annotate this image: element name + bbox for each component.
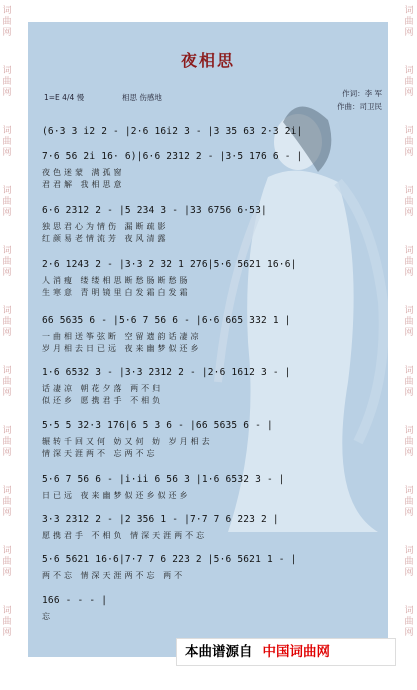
notation-line: 6·6 2312 2 - |5 234 3 - |33 6756 6·53|: [42, 205, 267, 216]
watermark-text: 词曲网: [2, 126, 12, 158]
watermark-text: 词曲网: [404, 426, 414, 458]
lyrics-verse-2: 君君解 我相思意: [42, 180, 125, 189]
lyrics-verse-1: 人消瘦 缕缕相思断愁肠断愁肠: [42, 276, 191, 285]
watermark-text: 词曲网: [2, 306, 12, 338]
score-sheet: [28, 22, 388, 657]
lyrics-verse-2: 情深天涯两不 忘两不忘: [42, 449, 158, 458]
notation-line: 1·6 6532 3 - |3·3 2312 2 - |2·6 1612 3 - |: [42, 367, 291, 378]
watermark-text: 词曲网: [404, 66, 414, 98]
song-title: 夜相思: [180, 51, 235, 70]
notation-line: 2·6 1243 2 - |3·3 2 32 1 276|5·6 5621 16·6|: [42, 259, 297, 270]
right-watermark: [403, 0, 415, 690]
lyrics-verse-1: 两不忘 情深天涯两不忘 两不: [42, 571, 186, 580]
lyrics-verse-1: 夜色迷蒙 满孤窗: [42, 168, 125, 177]
watermark-text: 词曲网: [404, 486, 414, 518]
lyrics-verse-1: 辗转千回又何 妨又何 妨 岁月相去: [42, 437, 213, 446]
watermark-text: 词曲网: [404, 6, 414, 38]
watermark-text: 词曲网: [404, 546, 414, 578]
watermark-text: 词曲网: [404, 606, 414, 638]
notation-line: 166 - - - |: [42, 595, 108, 606]
key-tempo: 1=E 4/4 慢: [44, 93, 85, 102]
notation-line: 7·6 56 2i 16· 6)|6·6 2312 2 - |3·5 176 6 - |: [42, 151, 303, 162]
lyrics-verse-2: 岁月相去日已远 夜来幽梦似还乡: [42, 344, 202, 353]
lyrics-verse-2: 红颜易老情流芳 夜风清露: [42, 234, 169, 243]
watermark-text: 词曲网: [404, 366, 414, 398]
lyricist-credit: 作词：李 军: [342, 89, 382, 98]
watermark-text: 词曲网: [2, 6, 12, 38]
left-watermark: [1, 0, 13, 690]
lyrics-verse-2: 生寒意 青明镜里白发霜白发霜: [42, 288, 191, 297]
watermark-text: 词曲网: [2, 366, 12, 398]
lyrics-verse-2: 似还乡 愿携君手 不相负: [42, 396, 164, 405]
notation-line: (6·3 3 i2 2 - |2·6 16i2 3 - |3 35 63 2·3 2i|: [42, 126, 303, 137]
footer-source-text: 本曲谱源自: [185, 644, 253, 660]
watermark-text: 词曲网: [2, 486, 12, 518]
lyrics-verse-1: 一曲相送筝弦断 空留遗韵话凄凉: [42, 332, 202, 341]
watermark-text: 词曲网: [2, 546, 12, 578]
lyrics-verse-1: 愿携君手 不相负 情深天涯两不忘: [42, 531, 208, 540]
notation-line: 3·3 2312 2 - |2 356 1 - |7·7 7 6 223 2 |: [42, 514, 279, 525]
footer-site-name[interactable]: 中国词曲网: [262, 644, 330, 660]
notation-line: 5·6 7 56 6 - |i·ii 6 56 3 |1·6 6532 3 - |: [42, 474, 285, 485]
lyrics-verse-1: 忘: [42, 612, 53, 621]
watermark-text: 词曲网: [404, 186, 414, 218]
watermark-text: 词曲网: [2, 426, 12, 458]
watermark-text: 词曲网: [2, 246, 12, 278]
source-footer: [176, 638, 396, 666]
watermark-text: 词曲网: [2, 66, 12, 98]
lyrics-verse-1: 话凄凉 朝花夕落 两不归: [42, 384, 164, 393]
theme-label: 相思 伤感地: [122, 93, 162, 102]
composer-credit: 作曲：司卫民: [337, 102, 382, 111]
watermark-text: 词曲网: [404, 246, 414, 278]
notation-line: 5·5 5 32·3 176|6 5 3 6 - |66 5635 6 - |: [42, 420, 273, 431]
watermark-text: 词曲网: [2, 606, 12, 638]
background-figure-illustration: [188, 82, 388, 532]
lyrics-verse-1: 日已远 夜来幽梦似还乡似还乡: [42, 491, 191, 500]
notation-line: 66 5635 6 - |5·6 7 56 6 - |6·6 665 332 1 |: [42, 315, 291, 326]
lyrics-verse-1: 独思君心为情伤 漏断疏影: [42, 222, 169, 231]
watermark-text: 词曲网: [404, 306, 414, 338]
watermark-text: 词曲网: [2, 186, 12, 218]
watermark-text: 词曲网: [404, 126, 414, 158]
notation-line: 5·6 5621 16·6|7·7 7 6 223 2 |5·6 5621 1 - |: [42, 554, 297, 565]
